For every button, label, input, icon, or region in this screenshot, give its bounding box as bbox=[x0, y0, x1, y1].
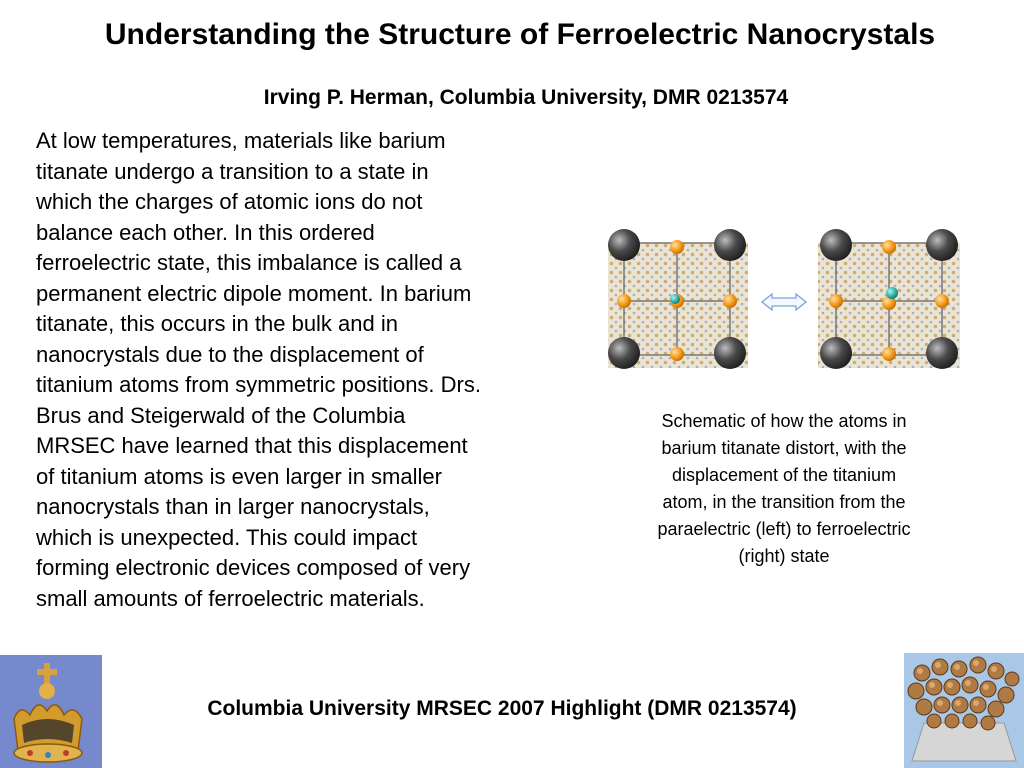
slide-footer: Columbia University MRSEC 2007 Highlight (DMR 0213574) bbox=[207, 697, 797, 720]
oxygen-atom bbox=[882, 347, 896, 361]
titanium-atom bbox=[886, 287, 898, 299]
ferroelectric-cell bbox=[818, 229, 960, 369]
body-paragraph: At low temperatures, materials like barium titanate undergo a transition to a state in which the charges of atomic ions do not balance each other. In this ordered ferroelectric state, this imbalance is called a permanent electric dipole moment. In barium titanate, this occurs in the bulk and in nanocrystals due to the displacement of titanium atoms from symmetric positions. Drs. Brus and Steigerwald of the Columbia MRSEC have learned that this displacement of titanium atoms is even larger in smaller nanocrystals than in larger nanocrystals, which is unexpected. This could impact forming electronic devices composed of very small amounts of ferroelectric materials. bbox=[36, 128, 481, 611]
barium-atom bbox=[714, 229, 746, 261]
slide-title: Understanding the Structure of Ferroelectric Nanocrystals bbox=[104, 18, 936, 51]
barium-atom bbox=[608, 337, 640, 369]
barium-atom bbox=[608, 229, 640, 261]
oxygen-atom bbox=[882, 240, 896, 254]
titanium-atom bbox=[670, 294, 680, 304]
oxygen-atom bbox=[723, 294, 737, 308]
barium-atom bbox=[820, 229, 852, 261]
barium-atom bbox=[820, 337, 852, 369]
oxygen-atom bbox=[670, 347, 684, 361]
oxygen-atom bbox=[617, 294, 631, 308]
figure-caption: Schematic of how the atoms in barium titanate distort, with the displacement of the titanium atom, in the transition from the paraelectric (left) to ferroelectric (right) state bbox=[657, 411, 911, 566]
double-arrow-icon bbox=[762, 294, 806, 310]
barium-atom bbox=[926, 229, 958, 261]
crystal-schematic bbox=[600, 225, 970, 380]
oxygen-atom bbox=[935, 294, 949, 308]
paraelectric-cell bbox=[608, 229, 748, 369]
slide-subtitle: Irving P. Herman, Columbia University, DMR 0213574 bbox=[263, 86, 789, 109]
barium-atom bbox=[926, 337, 958, 369]
oxygen-atom bbox=[670, 240, 684, 254]
oxygen-atom bbox=[829, 294, 843, 308]
barium-atom bbox=[714, 337, 746, 369]
